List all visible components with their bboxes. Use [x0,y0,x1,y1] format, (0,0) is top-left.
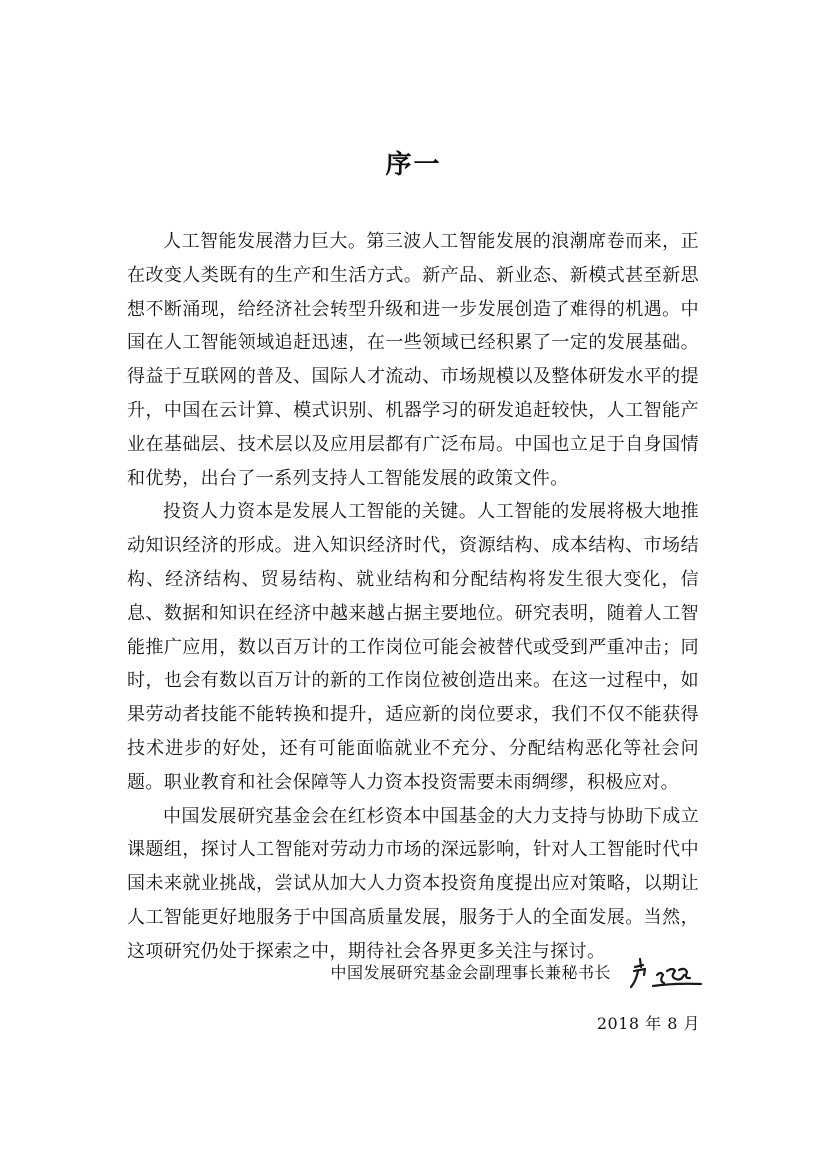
handwritten-signature [629,953,707,993]
signature-line [330,958,707,988]
date: 2018 年 8 月 [596,1014,700,1033]
paragraph-3: 中国发展研究基金会在红杉资本中国基金的大力支持与协助下成立课题组，探讨人工智能对劳动力市场的深远影响，针对人工智能时代中国未来就业挑战，尝试从加大人力资本投资角度提出应对策略，以期让人工智能更好地服务于中国高质量发展，服务于人的全面发展。当然，这项研究仍处于探索之中，期待社会各界更多关注与探讨。 [127,805,699,962]
body-text [127,225,699,969]
paragraph-2: 投资人力资本是发展人工智能的关键。人工智能的发展将极大地推动知识经济的形成。进入知识经济时代，资源结构、成本结构、市场结构、经济结构、贸易结构、就业结构和分配结构将发生很大变化，信息、数据和知识在经济中越来越占据主要地位。研究表明，随着人工智能推广应用，数以百万计的工作岗位可能会被替代或受到严重冲击；同时，也会有数以百万计的新的工作岗位被创造出来。在这一过程中，如果劳动者技能不能转换和提升，适应新的岗位要求，我们不仅不能获得技术进步的好处，还有可能面临就业不充分、分配结构恶化等社会问题。职业教育和社会保障等人力资本投资需要未雨绸缪，积极应对。 [127,501,699,793]
signatory-title: 中国发展研究基金会副理事长兼秘书长 [330,963,611,982]
paragraph-1: 人工智能发展潜力巨大。第三波人工智能发展的浪潮席卷而来，正在改变人类既有的生产和生活方式。新产品、新业态、新模式甚至新思想不断涌现，给经济社会转型升级和进一步发展创造了难得的机遇。中国在人工智能领域追赶迅速，在一些领域已经积累了一定的发展基础。得益于互联网的普及、国际人才流动、市场规模以及整体研发水平的提升，中国在云计算、模式识别、机器学习的研发追赶较快，人工智能产业在基础层、技术层以及应用层都有广泛布局。中国也立足于自身国情和优势，出台了一系列支持人工智能发展的政策文件。 [127,231,699,489]
page-title: 序一 [385,150,442,180]
